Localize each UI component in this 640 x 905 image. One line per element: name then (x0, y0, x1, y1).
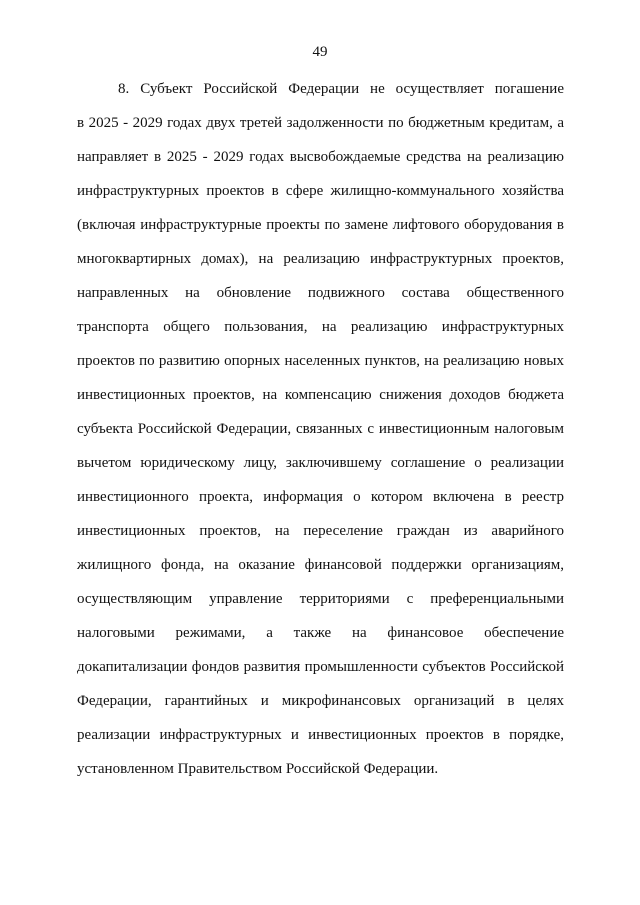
text-line: субъекта Российской Федерации, связанных с инвестиционным налоговым (77, 421, 564, 437)
text-line: налоговыми режимами, а также на финансовое обеспечение (77, 625, 564, 641)
text-line: вычетом юридическому лицу, заключившему соглашение о реализации (77, 455, 564, 471)
text-line: Федерации, гарантийных и микрофинансовых организаций в целях (77, 693, 564, 709)
text-line: инвестиционных проектов, на компенсацию снижения доходов бюджета (77, 387, 564, 403)
text-line: проектов по развитию опорных населенных пунктов, на реализацию новых (77, 353, 564, 369)
text-line: реализации инфраструктурных и инвестиционных проектов в порядке, (77, 727, 564, 743)
text-line: установленном Правительством Российской Федерации. (77, 761, 439, 777)
text-line: докапитализации фондов развития промышленности субъектов Российской (77, 659, 564, 675)
text-line: (включая инфраструктурные проекты по замене лифтового оборудования в (77, 217, 564, 233)
text-line: многоквартирных домах), на реализацию инфраструктурных проектов, (77, 251, 564, 267)
text-line: инвестиционного проекта, информация о котором включена в реестр (77, 489, 564, 505)
paragraph-8 (77, 79, 564, 793)
text-line: осуществляющим управление территориями с преференциальными (77, 591, 564, 607)
text-line: в 2025 - 2029 годах двух третей задолженности по бюджетным кредитам, а (77, 115, 564, 131)
text-line: инвестиционных проектов, на переселение граждан из аварийного (77, 523, 564, 539)
page-number: 49 (312, 44, 328, 60)
text-line: инфраструктурных проектов в сфере жилищно-коммунального хозяйства (77, 183, 564, 199)
text-line: направляет в 2025 - 2029 годах высвобождаемые средства на реализацию (77, 149, 564, 165)
text-line: транспорта общего пользования, на реализацию инфраструктурных (77, 319, 564, 335)
text-line: направленных на обновление подвижного состава общественного (77, 285, 564, 301)
text-line: жилищного фонда, на оказание финансовой поддержки организациям, (77, 557, 564, 573)
text-line: 8. Субъект Российской Федерации не осуществляет погашение (118, 81, 564, 97)
